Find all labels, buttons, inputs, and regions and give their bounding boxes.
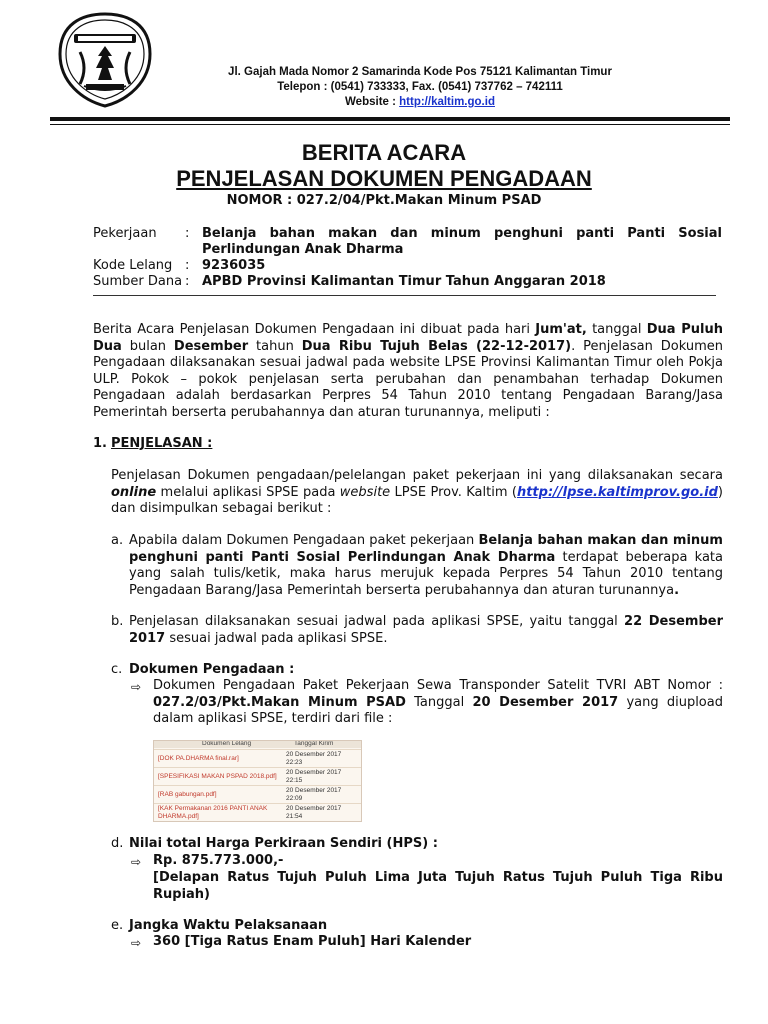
duration-value: 360 [Tiga Ratus Enam Puluh] Hari Kalender <box>153 934 472 949</box>
meta-key-pekerjaan: Pekerjaan <box>93 226 157 241</box>
doc-table-header: Dokumen Lelang Tanggal Kirim <box>154 741 361 748</box>
meta-value-sumber-dana: APBD Provinsi Kalimantan Timur Tahun Anggaran 2018 <box>202 274 606 289</box>
website-link[interactable]: http://kaltim.go.id <box>399 96 495 108</box>
lpse-link[interactable]: http://lpse.kaltimprov.go.id <box>516 484 718 500</box>
item-c-heading: Dokumen Pengadaan : <box>129 662 295 677</box>
arrow-right-outline-icon: ⇨ <box>131 936 142 950</box>
letterhead-rule-thick <box>50 117 730 121</box>
doc-subtitle: PENJELASAN DOKUMEN PENGADAAN <box>176 166 592 191</box>
item-b-text: Penjelasan dilaksanakan sesuai jadwal pada aplikasi SPSE, yaitu tanggal 22 Desember 2017 sesuai jadwal pada aplikasi SPSE. <box>129 614 724 646</box>
meta-divider <box>93 295 716 296</box>
doc-table-row: [SPESIFIKASI MAKAN PSPAD 2018.pdf] 20 Desember 2017 22:15 <box>154 767 361 785</box>
meta-colon: : <box>185 274 190 289</box>
item-c-text: Dokumen Pengadaan Paket Pekerjaan Sewa Transponder Satelit TVRI ABT Nomor : 027.2/03/Pkt.Makan Minum PSAD Tanggal 20 Desember 2017 yang diupload dalam aplikasi SPSE, terdiri dari file : <box>153 678 723 726</box>
meta-key-sumber-dana: Sumber Dana <box>93 274 183 289</box>
doc-number: NOMOR : 027.2/04/Pkt.Makan Minum PSAD <box>226 193 542 208</box>
arrow-right-outline-icon: ⇨ <box>131 680 142 694</box>
section-number: 1. <box>93 436 107 451</box>
item-b-label: b. <box>111 614 124 629</box>
section-paragraph: Penjelasan Dokumen pengadaan/pelelangan paket pekerjaan ini yang dilaksanakan secara online melalui aplikasi SPSE pada website LPSE Prov. Kaltim (http://lpse.kaltimprov.go.id) dan disimpulkan sebagai berikut : <box>111 468 723 516</box>
section-heading: PENJELASAN : <box>111 436 213 451</box>
letterhead-phone: Telepon : (0541) 733333, Fax. (0541) 737762 – 742111 <box>277 81 563 93</box>
item-d-label: d. <box>111 836 124 851</box>
item-a-text: Apabila dalam Dokumen Pengadaan paket pekerjaan Belanja bahan makan dan minum penghuni panti Panti Sosial Perlindungan Anak Dharma terdapat beberapa kata yang salah tulis/ketik, maka harus merujuk kepada Perpres 54 Tahun 2010 tentang Pengadaan Barang/Jasa Pemerintah berserta perubahannya dan aturan turunannya. <box>129 533 723 598</box>
doc-table-row: [DOK PA.DHARMA final.rar] 20 Desember 2017 22:23 <box>154 749 361 767</box>
letterhead-rule-thin <box>50 124 730 125</box>
intro-paragraph: Berita Acara Penjelasan Dokumen Pengadaan ini dibuat pada hari Jum'at, tanggal Dua Puluh Dua bulan Desember tahun Dua Ribu Tujuh Belas (22-12-2017). Penjelasan Dokumen Pengadaan dilaksanakan sesuai jadwal pada website LPSE Provinsi Kalimantan Timur oleh Pokja ULP. Pokok – pokok penjelasan serta perubahan dan penambahan terhadap Dokumen Pengadaan adalah berdasarkan Perpres 54 Tahun 2010 tentang Pengadaan Barang/Jasa Pemerintah berserta perubahannya dan aturan turunannya, meliputi : <box>93 322 724 420</box>
meta-colon: : <box>185 258 190 273</box>
arrow-right-outline-icon: ⇨ <box>131 855 142 869</box>
meta-value-kode-lelang: 9236035 <box>202 258 266 273</box>
doc-table-row: [RAB gabungan.pdf] 20 Desember 2017 22:09 <box>154 785 361 803</box>
letterhead-address: Jl. Gajah Mada Nomor 2 Samarinda Kode Pos 75121 Kalimantan Timur <box>228 66 612 78</box>
item-a-label: a. <box>111 533 124 548</box>
meta-value-pekerjaan: Belanja bahan makan dan minum penghuni panti Panti Sosial Perlindungan Anak Dharma <box>202 226 722 257</box>
emblem-logo-icon <box>50 10 160 110</box>
item-d-heading: Nilai total Harga Perkiraan Sendiri (HPS) : <box>129 836 438 851</box>
hps-amount: Rp. 875.773.000,- <box>153 853 284 868</box>
item-e-heading: Jangka Waktu Pelaksanaan <box>129 918 328 933</box>
website-label: Website : <box>345 96 400 108</box>
doc-title: BERITA ACARA <box>301 140 467 165</box>
letterhead-website <box>160 96 680 108</box>
meta-key-kode-lelang: Kode Lelang <box>93 258 173 273</box>
doc-table-row: [KAK Permakanan 2016 PANTI ANAK DHARMA.pdf] 20 Desember 2017 21:54 <box>154 803 361 822</box>
hps-words: [Delapan Ratus Tujuh Puluh Lima Juta Tujuh Ratus Tujuh Puluh Tiga Ribu Rupiah) <box>153 870 723 902</box>
item-c-label: c. <box>111 662 123 677</box>
document-list-image <box>153 740 362 822</box>
meta-colon: : <box>185 226 190 241</box>
item-e-label: e. <box>111 918 124 933</box>
